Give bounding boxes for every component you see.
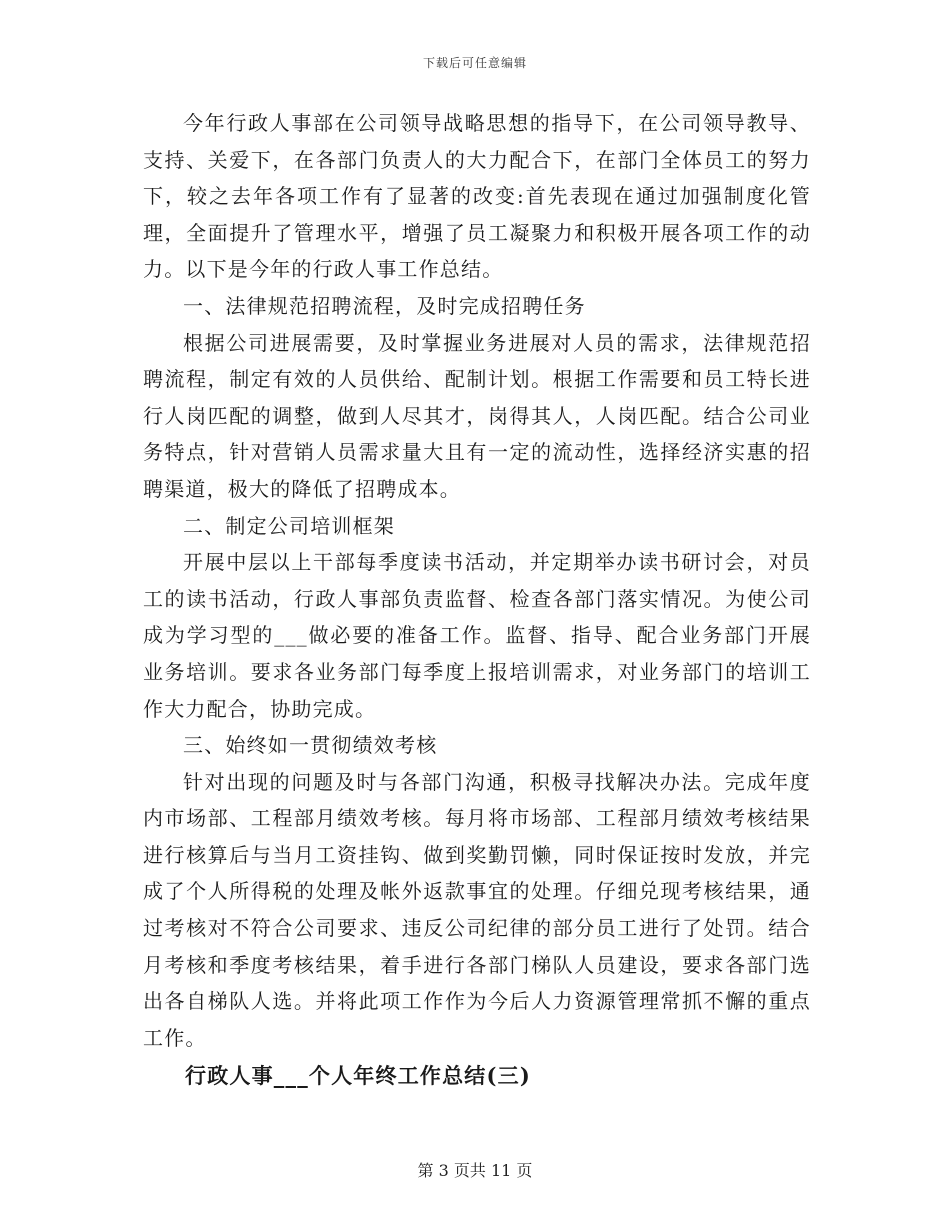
heading-training: 二、制定公司培训框架 bbox=[183, 513, 395, 538]
document-body bbox=[143, 105, 811, 1095]
recruitment-paragraph: 根据公司进展需要，及时掌握业务进展对人员的需求，法律规范招聘流程，制定有效的人员供给、配制计划。根据工作需要和员工特长进行人岗匹配的调整，做到人尽其才，岗得其人，人岗匹配。结合公司业务特点，针对营销人员需求量大且有一定的流动性，选择经济实惠的招聘渠道，极大的降低了招聘成本。 bbox=[143, 330, 811, 501]
performance-paragraph: 针对出现的问题及时与各部门沟通，积极寻找解决办法。完成年度内市场部、工程部月绩效考核。每月将市场部、工程部月绩效考核结果进行核算后与当月工资挂钩、做到奖勤罚懒，同时保证按时发放，并完成了个人所得税的处理及帐外返款事宜的处理。仔细兑现考核结果，通过考核对不符合公司要求、违反公司纪律的部分员工进行了处罚。结合月考核和季度考核结果，着手进行各部门梯队人员建设，要求各部门选出各自梯队人选。并将此项工作作为今后人力资源管理常抓不懈的重点工作。 bbox=[143, 769, 811, 1050]
heading-recruitment: 一、法律规范招聘流程，及时完成招聘任务 bbox=[183, 293, 586, 318]
heading-performance: 三、始终如一贯彻绩效考核 bbox=[183, 733, 438, 758]
section-title: 行政人事___个人年终工作总结(三) bbox=[185, 1063, 531, 1089]
page-number: 第 3 页共 11 页 bbox=[417, 1161, 533, 1180]
training-paragraph: 开展中层以上干部每季度读书活动，并定期举办读书研讨会，对员工的读书活动，行政人事部负责监督、检查各部门落实情况。为使公司成为学习型的___做必要的准备工作。监督、指导、配合业务部门开展业务培训。要求各业务部门每季度上报培训需求，对业务部门的培训工作大力配合，协助完成。 bbox=[143, 550, 811, 721]
header-note: 下载后可任意编辑 bbox=[422, 56, 527, 70]
intro-paragraph: 今年行政人事部在公司领导战略思想的指导下，在公司领导教导、支持、关爱下，在各部门负责人的大力配合下，在部门全体员工的努力下，较之去年各项工作有了显著的改变:首先表现在通过加强制度化管理，全面提升了管理水平，增强了员工凝聚力和积极开展各项工作的动力。以下是今年的行政人事工作总结。 bbox=[143, 111, 811, 282]
